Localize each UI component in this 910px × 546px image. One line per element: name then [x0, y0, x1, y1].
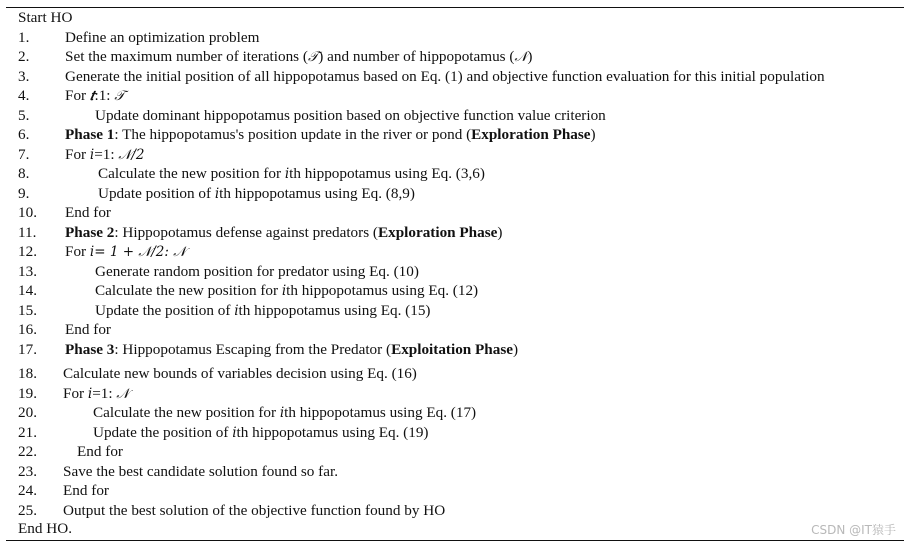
- step-text: [98, 164, 485, 184]
- text-run: ): [590, 126, 596, 143]
- watermark: CSDN @IT猿手: [811, 523, 896, 537]
- text-run: For: [65, 243, 90, 260]
- math-symbol: 𝑖: [279, 405, 285, 421]
- step-number: 17.: [18, 341, 37, 358]
- text-run: Calculate new bounds of variables decision using Eq. (16): [63, 365, 417, 382]
- bold-text: Exploration Phase: [471, 126, 591, 143]
- step-number: 16.: [18, 321, 37, 338]
- step-text: [63, 384, 129, 404]
- math-symbol: 𝑖: [89, 147, 95, 163]
- step-text: [95, 262, 419, 282]
- math-symbol: 𝒩: [514, 49, 528, 65]
- step-text: [65, 28, 259, 48]
- step-number: 22.: [18, 443, 37, 460]
- step-number: 7.: [18, 146, 30, 163]
- step-number: 14.: [18, 282, 37, 299]
- text-run: Generate random position for predator using Eq. (10): [95, 263, 419, 280]
- step-text: [98, 184, 415, 204]
- text-run: ): [527, 48, 533, 65]
- step-text: [65, 203, 111, 223]
- text-run: ): [497, 224, 503, 241]
- step-text: [95, 281, 478, 301]
- step-text: [63, 481, 109, 501]
- text-run: Set the maximum number of iterations (: [65, 48, 308, 65]
- text-run: For: [65, 87, 90, 104]
- text-run: End for: [65, 204, 111, 221]
- bold-text: Phase 1: [65, 126, 115, 143]
- step-text: [65, 340, 518, 360]
- text-run: th hippopotamus using Eq. (19): [236, 424, 429, 441]
- step-text: [63, 364, 417, 384]
- step-number: 23.: [18, 463, 37, 480]
- math-symbol: 𝑖: [214, 186, 220, 202]
- top-rule: [6, 7, 904, 8]
- step-number: 2.: [18, 48, 30, 65]
- math-symbol: 𝒯: [307, 49, 319, 65]
- math-symbol: 𝒩/2: [118, 147, 145, 163]
- text-run: Update position of: [98, 185, 215, 202]
- step-number: 15.: [18, 302, 37, 319]
- step-text: [65, 67, 825, 87]
- step-number: 4.: [18, 87, 30, 104]
- start-label: Start HO: [18, 9, 73, 26]
- text-run: ) and number of hippopotamus (: [318, 48, 515, 65]
- text-run: Calculate the new position for: [98, 165, 285, 182]
- math-symbol: 𝒕: [89, 88, 95, 104]
- bold-text: Phase 2: [65, 224, 115, 241]
- text-run: ): [513, 341, 519, 358]
- math-symbol: 𝑖: [284, 166, 290, 182]
- bold-text: Exploration Phase: [377, 224, 498, 241]
- text-run: For: [63, 385, 88, 402]
- math-symbol: 𝒯: [114, 88, 125, 104]
- step-text: [65, 145, 145, 165]
- text-run: For: [65, 146, 90, 163]
- step-text: [65, 47, 532, 67]
- text-run: th hippopotamus using Eq. (17): [284, 404, 477, 421]
- step-number: 5.: [18, 107, 30, 124]
- text-run: : The hippopotamus's position update in the river or pond (: [114, 126, 472, 143]
- step-number: 24.: [18, 482, 37, 499]
- math-symbol: 𝑖: [234, 303, 239, 319]
- step-number: 1.: [18, 29, 30, 46]
- step-text: [93, 403, 476, 423]
- text-run: Output the best solution of the objective function found by HO: [63, 502, 446, 519]
- step-number: 25.: [18, 502, 37, 519]
- step-number: 21.: [18, 424, 37, 441]
- step-text: [93, 423, 428, 443]
- text-run: Update dominant hippopotamus position based on objective function value criterion: [95, 107, 606, 124]
- step-text: [65, 125, 596, 145]
- step-text: [63, 501, 445, 521]
- text-run: th hippopotamus using Eq. (3,6): [289, 165, 485, 182]
- text-run: Calculate the new position for: [95, 282, 282, 299]
- step-text: [65, 223, 502, 243]
- step-text: [63, 462, 338, 482]
- text-run: Save the best candidate solution found so far.: [63, 463, 338, 480]
- text-run: End for: [65, 321, 111, 338]
- math-symbol: 𝑖: [232, 425, 237, 441]
- step-number: 12.: [18, 243, 37, 260]
- step-number: 18.: [18, 365, 37, 382]
- bold-text: Phase 3: [65, 341, 115, 358]
- step-number: 6.: [18, 126, 30, 143]
- text-run: Calculate the new position for: [93, 404, 280, 421]
- text-run: End for: [77, 443, 123, 460]
- step-text: [77, 442, 123, 462]
- bottom-rule: [6, 540, 904, 541]
- math-symbol: 𝑖: [281, 283, 287, 299]
- math-symbol: = 1 + 𝒩/2: 𝒩: [94, 244, 187, 260]
- text-run: th hippopotamus using Eq. (15): [238, 302, 431, 319]
- text-run: Define an optimization problem: [65, 29, 260, 46]
- text-run: th hippopotamus using Eq. (8,9): [219, 185, 415, 202]
- step-text: [65, 86, 125, 106]
- step-number: 20.: [18, 404, 37, 421]
- step-text: [95, 106, 606, 126]
- step-number: 11.: [18, 224, 37, 241]
- math-symbol: 𝑖: [87, 386, 93, 402]
- text-run: : Hippopotamus defense against predators (: [114, 224, 378, 241]
- text-run: :1:: [94, 87, 115, 104]
- text-run: End for: [63, 482, 109, 499]
- step-number: 3.: [18, 68, 30, 85]
- end-label: End HO.: [18, 520, 72, 537]
- step-number: 13.: [18, 263, 37, 280]
- text-run: =1:: [94, 146, 119, 163]
- text-run: =1:: [92, 385, 117, 402]
- text-run: : Hippopotamus Escaping from the Predator (: [114, 341, 392, 358]
- step-number: 19.: [18, 385, 37, 402]
- math-symbol: 𝑖: [89, 244, 95, 260]
- text-run: Update the position of: [93, 424, 233, 441]
- step-number: 9.: [18, 185, 30, 202]
- math-symbol: 𝒩: [116, 386, 130, 402]
- step-text: [95, 301, 430, 321]
- step-text: [65, 242, 186, 262]
- text-run: Update the position of: [95, 302, 235, 319]
- step-number: 10.: [18, 204, 37, 221]
- step-number: 8.: [18, 165, 30, 182]
- text-run: Generate the initial position of all hippopotamus based on Eq. (1) and objective function evaluation for this initial population: [65, 68, 825, 85]
- step-text: [65, 320, 111, 340]
- text-run: th hippopotamus using Eq. (12): [286, 282, 479, 299]
- bold-text: Exploitation Phase: [391, 341, 514, 358]
